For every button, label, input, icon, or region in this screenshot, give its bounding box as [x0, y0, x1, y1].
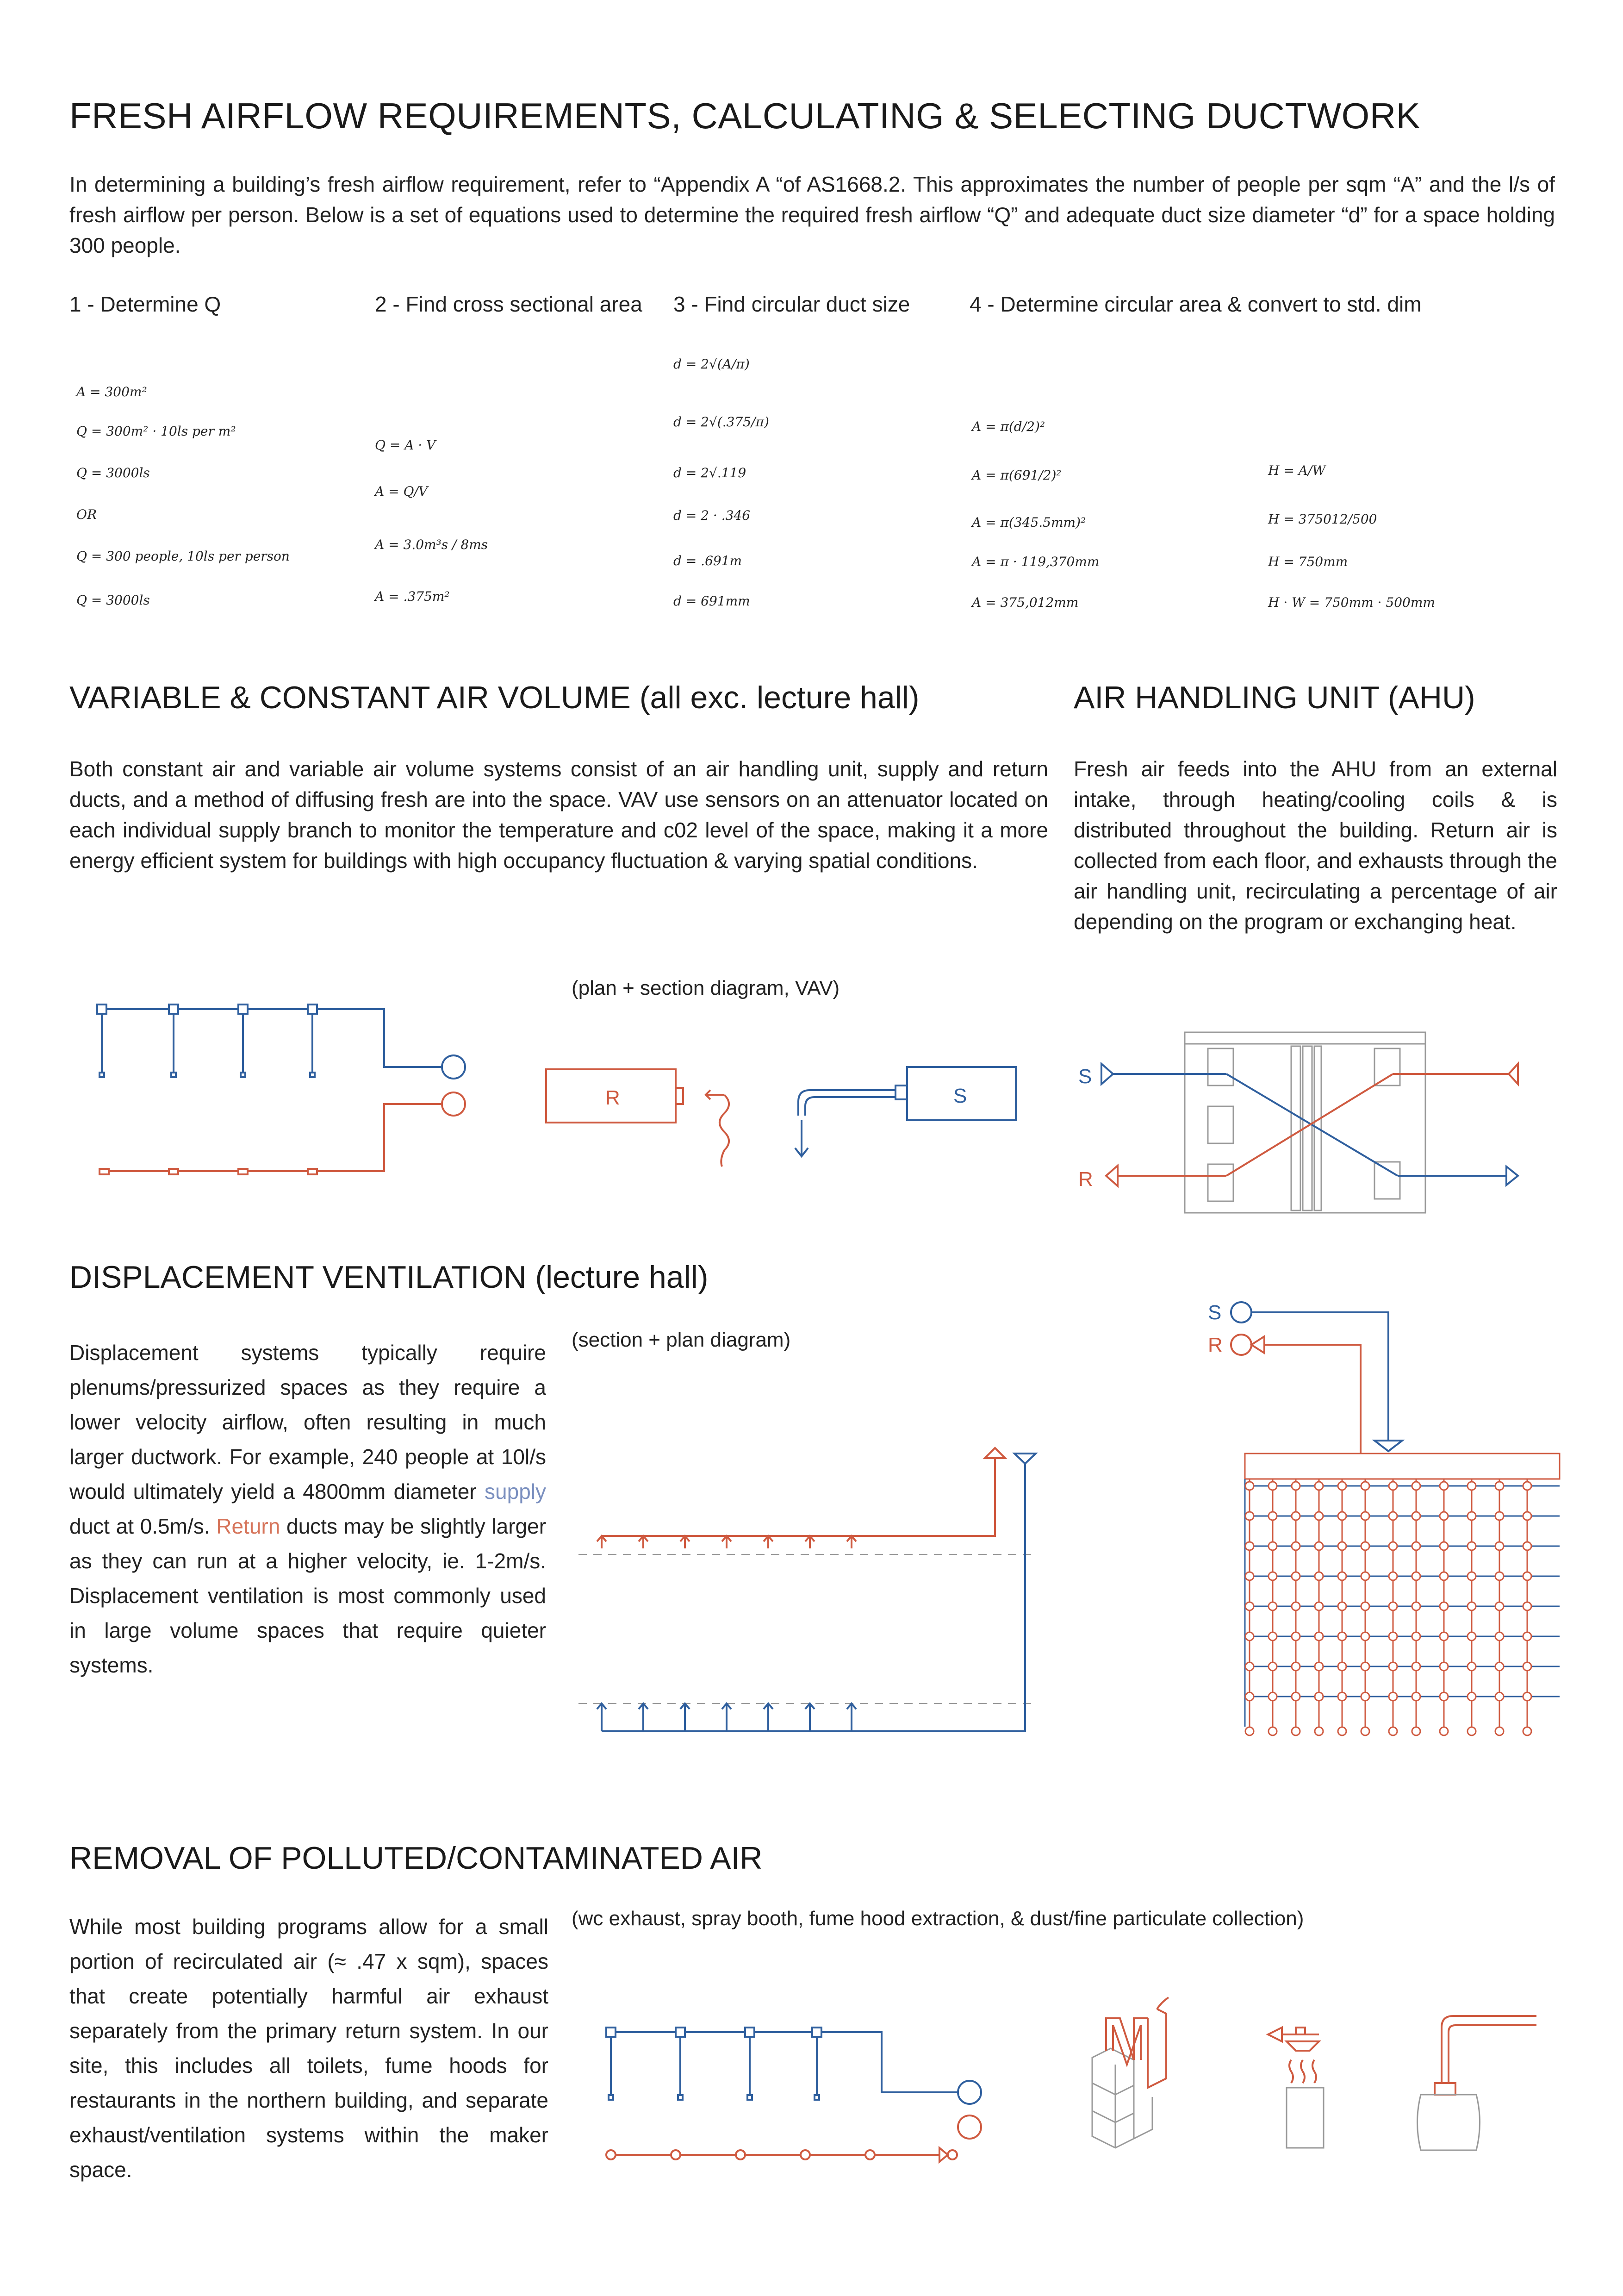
- plan-diffuser: [1440, 1572, 1448, 1580]
- plan-return-end: [1361, 1727, 1369, 1735]
- plan-diffuser: [1292, 1602, 1300, 1610]
- eq-3-6: d = 691mm: [673, 593, 750, 609]
- plan-diffuser: [1468, 1692, 1476, 1701]
- plan-diffuser: [1412, 1692, 1420, 1701]
- plan-diffuser: [1338, 1602, 1346, 1610]
- plan-diffuser: [1338, 1572, 1346, 1580]
- plan-return-end: [1523, 1727, 1531, 1735]
- displacement-text-2: duct at 0.5m/s.: [69, 1514, 210, 1538]
- plan-diffuser: [1269, 1542, 1277, 1550]
- spray-booth-icon: [1092, 1997, 1169, 2148]
- vav-return-unit: [546, 1069, 729, 1167]
- fume-hood-icon: [1268, 2028, 1324, 2148]
- ahu-heading: AIR HANDLING UNIT (AHU): [1074, 680, 1475, 715]
- plan-diffuser: [1412, 1632, 1420, 1641]
- eq-4-4: A = π · 119,370mm: [972, 554, 1100, 569]
- plan-return-end: [1292, 1727, 1300, 1735]
- eq-2-3: A = 3.0m³s / 8ms: [375, 537, 488, 552]
- plan-diffuser: [1468, 1482, 1476, 1490]
- plan-diffuser: [1338, 1482, 1346, 1490]
- plan-diffuser: [1315, 1692, 1323, 1701]
- plan-diffuser: [1412, 1662, 1420, 1671]
- plan-diffuser: [1315, 1602, 1323, 1610]
- plan-return-end: [1412, 1727, 1420, 1735]
- plan-diffuser: [1338, 1542, 1346, 1550]
- plan-diffuser: [1245, 1512, 1254, 1520]
- plan-diffuser: [1361, 1572, 1369, 1580]
- plan-diffuser: [1389, 1662, 1397, 1671]
- plan-diffuser: [1389, 1512, 1397, 1520]
- plan-r-label: R: [1208, 1334, 1223, 1356]
- eq-2-4: A = .375m²: [375, 589, 450, 604]
- eq-3-1: d = 2√(A/π): [673, 356, 750, 372]
- page-title: FRESH AIRFLOW REQUIREMENTS, CALCULATING & SELECTING DUCTWORK: [69, 95, 1421, 136]
- plan-diffuser: [1440, 1632, 1448, 1641]
- eq-1-2: Q = 300m² · 10ls per m²: [76, 424, 236, 439]
- plan-diffuser: [1523, 1542, 1531, 1550]
- plan-diffuser: [1315, 1482, 1323, 1490]
- plan-diffuser: [1389, 1602, 1397, 1610]
- plan-diffuser: [1523, 1662, 1531, 1671]
- displacement-supply-duct: [597, 1454, 1036, 1731]
- plan-diffuser: [1468, 1632, 1476, 1641]
- eq-1-1: A = 300m²: [76, 384, 147, 399]
- plan-diffuser: [1292, 1662, 1300, 1671]
- displacement-text-3: ducts may be slightly larger as they can run at a higher velocity, ie. 1-2m/s. Displacement ventilation is most commonly used in large volume spaces that require quieter systems.: [69, 1514, 547, 1677]
- removal-heading: REMOVAL OF POLLUTED/CONTAMINATED AIR: [69, 1841, 763, 1876]
- ahu-s-label: S: [1078, 1065, 1092, 1088]
- plan-diffuser: [1245, 1632, 1254, 1641]
- plan-diffuser: [1468, 1572, 1476, 1580]
- plan-diffuser: [1245, 1602, 1254, 1610]
- plan-header-box: [1245, 1454, 1560, 1479]
- eq-3-4: d = 2 · .346: [673, 508, 751, 523]
- step-3-label: 3 - Find circular duct size: [673, 292, 910, 316]
- plan-diffuser: [1440, 1692, 1448, 1701]
- vav-diagram: [88, 995, 1060, 1190]
- plan-diffuser: [1495, 1632, 1504, 1641]
- displacement-caption: (section + plan diagram): [572, 1329, 791, 1351]
- plan-diffuser: [1292, 1482, 1300, 1490]
- plan-s-label: S: [1208, 1301, 1222, 1324]
- plan-diffuser: [1412, 1572, 1420, 1580]
- supply-word: supply: [485, 1479, 546, 1504]
- plan-diffuser: [1292, 1512, 1300, 1520]
- plan-diffuser: [1440, 1512, 1448, 1520]
- eq-3-2: d = 2√(.375/π): [673, 414, 769, 430]
- plan-diffuser: [1412, 1482, 1420, 1490]
- plan-diffuser: [1315, 1632, 1323, 1641]
- plan-diffuser: [1245, 1662, 1254, 1671]
- vav-s-label: S: [953, 1085, 967, 1107]
- plan-diffuser: [1389, 1482, 1397, 1490]
- plan-diffuser: [1412, 1512, 1420, 1520]
- ahu-diagram: [1074, 1018, 1564, 1222]
- plan-diffuser: [1412, 1602, 1420, 1610]
- plan-diffuser: [1495, 1482, 1504, 1490]
- supply-diffusers: [597, 1703, 856, 1731]
- plan-diffuser: [1361, 1602, 1369, 1610]
- displacement-heading: DISPLACEMENT VENTILATION (lecture hall): [69, 1260, 709, 1295]
- ahu-paragraph: Fresh air feeds into the AHU from an external intake, through heating/cooling coils & is distributed throughout the building. Return air is collected from each floor, and exhausts through the air handling unit, recirculating a percentage of air depending on the program or exchanging heat.: [1074, 757, 1557, 934]
- step-2-label: 2 - Find cross sectional area: [375, 292, 642, 316]
- plan-diffuser: [1361, 1512, 1369, 1520]
- plan-diffuser: [1440, 1662, 1448, 1671]
- plan-diffuser: [1468, 1662, 1476, 1671]
- return-grilles: [597, 1536, 856, 1548]
- displacement-paragraph: [69, 1335, 546, 1683]
- plan-diffuser: [1361, 1692, 1369, 1701]
- plan-return-end: [1315, 1727, 1323, 1735]
- vav-r-label: R: [605, 1086, 620, 1109]
- plan-return-end: [1468, 1727, 1476, 1735]
- eq-5-3: H = 750mm: [1268, 554, 1348, 569]
- plan-diffuser: [1245, 1572, 1254, 1580]
- intro-paragraph: In determining a building’s fresh airflow requirement, refer to “Appendix A “of AS1668.2. This approximates the number of people per sqm “A” and the l/s of fresh airflow per person. Below is a set of equations used to determine the required fresh airflow “Q” and adequate duct size diameter “d” for a space holding 300 people.: [69, 172, 1555, 257]
- eq-4-5: A = 375,012mm: [972, 595, 1079, 610]
- plan-diffuser: [1292, 1572, 1300, 1580]
- plan-diffuser: [1245, 1692, 1254, 1701]
- eq-1-5: Q = 300 people, 10ls per person: [76, 549, 290, 564]
- step-1-label: 1 - Determine Q: [69, 292, 221, 316]
- plan-diffuser: [1440, 1482, 1448, 1490]
- eq-2-1: Q = A · V: [375, 437, 436, 453]
- removal-supply-ductwork: [606, 2028, 981, 2104]
- plan-diffuser: [1338, 1632, 1346, 1641]
- plan-diffuser: [1361, 1632, 1369, 1641]
- displacement-return-duct: [597, 1448, 1005, 1548]
- plan-diffuser: [1292, 1542, 1300, 1550]
- dust-collector-icon: [1418, 2016, 1537, 2150]
- plan-diffuser: [1389, 1572, 1397, 1580]
- plan-grid: [1245, 1479, 1560, 1735]
- eq-3-3: d = 2√.119: [673, 465, 746, 480]
- return-word: Return: [216, 1514, 280, 1538]
- plan-return-end: [1495, 1727, 1504, 1735]
- eq-5-4: H · W = 750mm · 500mm: [1268, 595, 1435, 610]
- plan-diffuser: [1269, 1662, 1277, 1671]
- plan-diffuser: [1523, 1632, 1531, 1641]
- eq-4-3: A = π(345.5mm)²: [972, 515, 1086, 530]
- plan-diffuser: [1269, 1692, 1277, 1701]
- floor-lines: [578, 1554, 1037, 1703]
- plan-return-end: [1245, 1727, 1254, 1735]
- plan-diffuser: [1292, 1692, 1300, 1701]
- vav-paragraph: Both constant air and variable air volume systems consist of an air handling unit, supply and return ducts, and a method of diffusing fresh are into the space. VAV use sensors on an attenuator located on each individual supply branch to monitor the temperature and c02 level of the space, making it a more energy efficient system for buildings with high occupancy fluctuation & varying spatial conditions.: [69, 757, 1048, 873]
- plan-diffuser: [1412, 1542, 1420, 1550]
- plan-diffuser: [1495, 1572, 1504, 1580]
- ahu-r-label: R: [1078, 1168, 1093, 1191]
- plan-diffuser: [1338, 1692, 1346, 1701]
- plan-diffuser: [1338, 1662, 1346, 1671]
- plan-diffuser: [1245, 1482, 1254, 1490]
- vav-supply-ductwork: [97, 1004, 465, 1079]
- vav-heading: VARIABLE & CONSTANT AIR VOLUME (all exc. lecture hall): [69, 680, 920, 715]
- plan-diffuser: [1495, 1602, 1504, 1610]
- plan-return-end: [1440, 1727, 1448, 1735]
- plan-diffuser: [1523, 1572, 1531, 1580]
- removal-diagram: [597, 1990, 1569, 2185]
- vav-supply-unit: [795, 1067, 1016, 1156]
- plan-diffuser: [1495, 1542, 1504, 1550]
- plan-diffuser: [1468, 1542, 1476, 1550]
- ahu-casing: [1185, 1032, 1425, 1213]
- eq-1-3: Q = 3000ls: [76, 465, 150, 480]
- plan-diffuser: [1495, 1692, 1504, 1701]
- plan-diffuser: [1495, 1662, 1504, 1671]
- plan-diffuser: [1389, 1692, 1397, 1701]
- plan-diffuser: [1269, 1572, 1277, 1580]
- plan-diffuser: [1523, 1512, 1531, 1520]
- plan-diffuser: [1269, 1482, 1277, 1490]
- plan-diffuser: [1269, 1512, 1277, 1520]
- plan-diffuser: [1269, 1602, 1277, 1610]
- step-4-label: 4 - Determine circular area & convert to std. dim: [970, 292, 1422, 316]
- eq-3-5: d = .691m: [673, 553, 742, 568]
- plan-diffuser: [1468, 1512, 1476, 1520]
- plan-diffuser: [1315, 1572, 1323, 1580]
- eq-2-2: A = Q/V: [375, 484, 428, 499]
- removal-caption: (wc exhaust, spray booth, fume hood extraction, & dust/fine particulate collection): [572, 1907, 1304, 1930]
- plan-diffuser: [1315, 1542, 1323, 1550]
- vav-caption: (plan + section diagram, VAV): [572, 977, 840, 999]
- plan-diffuser: [1361, 1482, 1369, 1490]
- plan-diffuser: [1361, 1662, 1369, 1671]
- plan-diffuser: [1292, 1632, 1300, 1641]
- plan-diffuser: [1269, 1632, 1277, 1641]
- plan-return-main: [1231, 1335, 1361, 1454]
- displacement-text-1: Displacement systems typically require plenums/pressurized spaces as they require a lower velocity airflow, often resulting in much larger ductwork. For example, 240 people at 10l/s would ultimately yield a 4800mm diameter: [69, 1341, 546, 1504]
- plan-return-end: [1338, 1727, 1346, 1735]
- plan-diffuser: [1389, 1632, 1397, 1641]
- eq-1-4: OR: [76, 507, 97, 522]
- plan-diffuser: [1440, 1542, 1448, 1550]
- vav-return-ductwork: [99, 1092, 465, 1174]
- plan-return-end: [1269, 1727, 1277, 1735]
- displacement-plan-diagram: [1203, 1292, 1583, 1745]
- plan-return-end: [1389, 1727, 1397, 1735]
- eq-5-1: H = A/W: [1268, 463, 1326, 478]
- eq-1-6: Q = 3000ls: [76, 593, 150, 608]
- plan-diffuser: [1338, 1512, 1346, 1520]
- plan-diffuser: [1315, 1512, 1323, 1520]
- plan-diffuser: [1523, 1692, 1531, 1701]
- displacement-section-diagram: [574, 1435, 1083, 1750]
- plan-diffuser: [1523, 1602, 1531, 1610]
- eq-5-2: H = 375012/500: [1268, 512, 1377, 527]
- plan-diffuser: [1245, 1542, 1254, 1550]
- plan-diffuser: [1440, 1602, 1448, 1610]
- plan-diffuser: [1523, 1482, 1531, 1490]
- plan-diffuser: [1389, 1542, 1397, 1550]
- eq-4-1: A = π(d/2)²: [972, 419, 1045, 434]
- plan-diffuser: [1468, 1602, 1476, 1610]
- removal-exhaust-ductwork: [606, 2115, 981, 2162]
- plan-diffuser: [1495, 1512, 1504, 1520]
- plan-diffuser: [1315, 1662, 1323, 1671]
- plan-diffuser: [1361, 1542, 1369, 1550]
- eq-4-2: A = π(691/2)²: [972, 468, 1062, 483]
- removal-paragraph: While most building programs allow for a small portion of recirculated air (≈ .47 x sqm), spaces that create potentially harmful air exhaust separately from the primary return system. In our site, this includes all toilets, fume hoods for restaurants in the northern building, and separate exhaust/ventilation systems within the maker space.: [69, 1915, 548, 2182]
- plan-supply-main: [1231, 1302, 1402, 1451]
